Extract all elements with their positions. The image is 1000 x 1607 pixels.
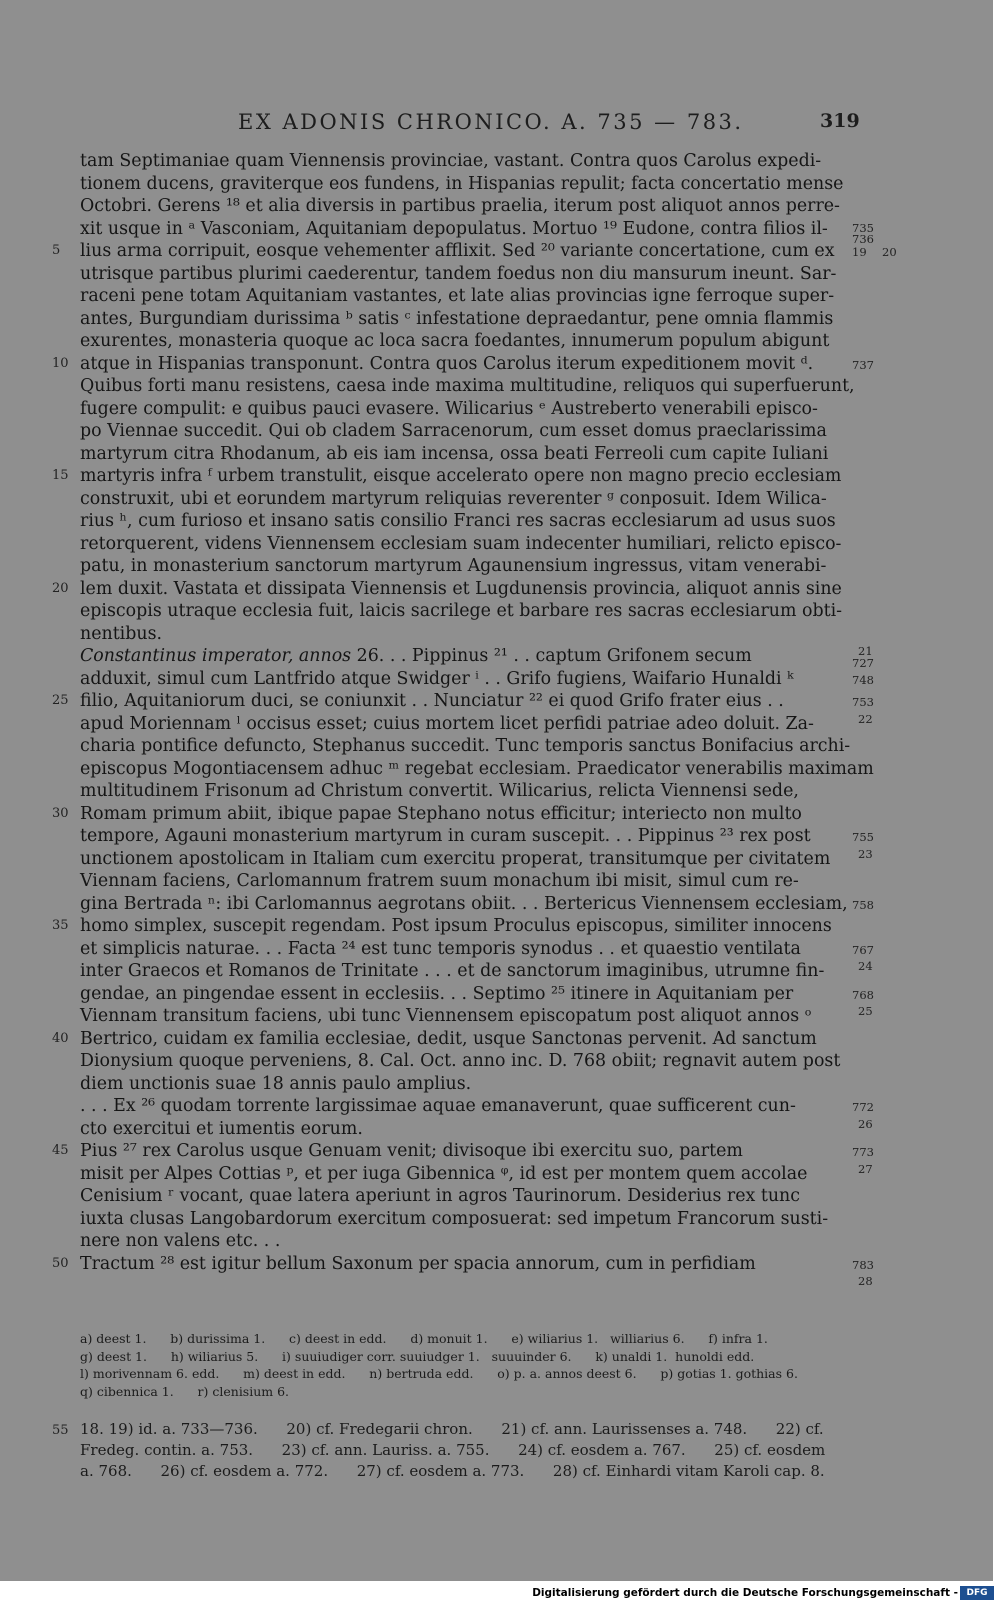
text-line: Romam primum abiit, ibique papae Stephano notus efficitur; interiecto non multo <box>80 803 802 824</box>
margin-year: 767 <box>852 942 874 957</box>
margin-year: 783 <box>852 1257 874 1272</box>
page-header <box>0 110 993 140</box>
line-number: 30 <box>52 805 69 821</box>
digitization-footer <box>0 1581 1000 1607</box>
margin-year: 758 <box>852 897 874 912</box>
text-line: diem unctionis suae 18 annis paulo amplius. <box>80 1073 472 1094</box>
margin-note-ref: 27 <box>858 1161 873 1176</box>
line-number: 25 <box>52 693 69 708</box>
margin-year: 772 <box>852 1100 874 1114</box>
margin-year: 735 <box>852 220 874 235</box>
text-line: misit per Alpes Cottias ᵖ, et per iuga Gibennica ᵠ, id est per montem quem accolae <box>80 1163 808 1184</box>
page-number: 319 <box>820 110 860 132</box>
margin-year: 748 <box>852 672 874 687</box>
critical-note-line: a) deest 1. b) durissima 1. c) deest in edd. d) monuit 1. e) wiliarius 1. williarius 6. f) infra 1. <box>80 1331 768 1346</box>
text-line: Cenisium ʳ vocant, quae latera aperiunt in agros Taurinorum. Desiderius rex tunc <box>80 1186 800 1206</box>
text-line: fugere compulit: e quibus pauci evasere. Wilicarius ᵉ Austreberto venerabili episco- <box>80 398 818 419</box>
text-line: Bertrico, cuidam ex familia ecclesiae, dedit, usque Sanctonas pervenit. Ad sanctum <box>80 1028 817 1049</box>
text-line: Pius ²⁷ rex Carolus usque Genuam venit; divisoque ibi exercitu suo, partem <box>80 1141 743 1161</box>
source-note-line: Fredeg. contin. a. 753. 23) cf. ann. Lauriss. a. 755. 24) cf. eosdem a. 767. 25) cf. eosdem <box>80 1441 826 1459</box>
text-line: episcopus Mogontiacensem adhuc ᵐ regebat ecclesiam. Praedicator venerabilis maximam <box>80 758 874 779</box>
text-line: iuxta clusas Langobardorum exercitum composuerat: sed impetum Francorum susti- <box>80 1208 829 1229</box>
running-head: EX ADONIS CHRONICO. A. 735 — 783. <box>238 110 744 134</box>
text-line: xit usque in ᵃ Vasconiam, Aquitaniam depopulatus. Mortuo ¹⁹ Eudone, contra filios il- <box>80 218 828 239</box>
funding-notice: Digitalisierung gefördert durch die Deutsche Forschungsgemeinschaft - <box>532 1587 958 1599</box>
text-line: et simplicis naturae. . . Facta ²⁴ est tunc temporis synodus . . et quaestio ventilata <box>80 938 801 959</box>
text-line: raceni pene totam Aquitaniam vastantes, et late alias provincias igne ferroque super- <box>80 286 835 306</box>
text-line: retorquerent, videns Viennensem ecclesiam suam indecenter humiliari, relicto episco- <box>80 533 842 554</box>
text-line: Viennam transitum faciens, ubi tunc Viennensem episcopatum post aliquot annos ᵒ <box>80 1006 812 1026</box>
text-line: adduxit, simul cum Lantfrido atque Swidger ⁱ . . Grifo fugiens, Waifario Hunaldi ᵏ <box>80 668 794 689</box>
line-number: 50 <box>52 1255 69 1271</box>
text-line: . . . Ex ²⁶ quodam torrente largissimae aquae emanaverunt, quae sufficerent cun- <box>80 1096 796 1116</box>
text-line: nere non valens etc. . . <box>80 1231 281 1251</box>
margin-note-ref: 20 <box>882 245 897 259</box>
margin-year: 19 <box>852 245 867 259</box>
text-line: Constantinus imperator, annos 26. . . Pippinus ²¹ . . captum Grifonem secum <box>80 646 752 666</box>
text-line: episcopis utraque ecclesia fuit, laicis sacrilege et barbare res sacras ecclesiarum obti- <box>80 601 843 621</box>
text-line: rius ʰ, cum furioso et insano satis consilio Franci res sacras ecclesiarum ad usus suos <box>80 511 836 531</box>
margin-year: 753 <box>852 695 874 709</box>
text-line: gina Bertrada ⁿ: ibi Carlomannus aegrotans obiit. . . Bertericus Viennensem ecclesiam, <box>80 893 848 914</box>
line-number: 20 <box>52 580 69 596</box>
critical-note-line: l) morivennam 6. edd. m) deest in edd. n) bertruda edd. o) p. a. annos deest 6. p) gotias 1. gothias 6. <box>80 1366 798 1381</box>
text-line: martyris infra ᶠ urbem transtulit, eisque accelerato opere non magno precio ecclesiam <box>80 466 842 486</box>
dfg-logo: DFG <box>960 1586 994 1600</box>
line-number: 5 <box>52 243 61 258</box>
text-line: utrisque partibus plurimi caederentur, tandem foedus non diu mansurum ineunt. Sar- <box>80 263 837 284</box>
margin-note-ref: 23 <box>858 846 873 861</box>
line-number: 35 <box>52 918 69 933</box>
margin-note-ref: 24 <box>858 959 873 973</box>
text-line: gendae, an pingendae essent in ecclesiis. . . Septimo ²⁵ itinere in Aquitaniam per <box>80 983 794 1004</box>
text-line: charia pontifice defuncto, Stephanus succedit. Tunc temporis sanctus Bonifacius archi- <box>80 736 851 756</box>
line-number: 55 <box>52 1423 69 1438</box>
critical-note-line: g) deest 1. h) wiliarius 5. i) suuiudiger corr. suuiudger 1. suuuinder 6. k) unaldi 1. hunoldi edd. <box>80 1348 755 1364</box>
margin-note-ref: 25 <box>858 1004 873 1018</box>
text-line: filio, Aquitaniorum duci, se coniunxit . . Nunciatur ²² ei quod Grifo frater eius . . <box>80 691 784 711</box>
margin-year: 768 <box>852 987 874 1002</box>
text-line: tempore, Agauni monasterium martyrum in curam suscepit. . . Pippinus ²³ rex post <box>80 826 811 846</box>
text-line: apud Moriennam ˡ occisus esset; cuius mortem licet perfidi patriae adeo doluit. Za- <box>80 713 814 734</box>
critical-note-line: q) cibennica 1. r) clenisium 6. <box>80 1383 290 1399</box>
margin-year: 773 <box>852 1145 874 1159</box>
text-line: construxit, ubi et eorundem martyrum reliquias reverenter ᵍ conposuit. Idem Wilica- <box>80 488 827 509</box>
text-line: exurentes, monasteria quoque ac loca sacra foedantes, innumerum populum abigunt <box>80 331 830 351</box>
margin-year: 736 <box>852 231 874 246</box>
text-line: nentibus. <box>80 623 163 644</box>
margin-year: 755 <box>852 830 874 844</box>
margin-note-ref: 21 <box>858 644 873 658</box>
text-line: cto exercitui et iumentis eorum. <box>80 1118 363 1139</box>
source-note-line: a. 768. 26) cf. eosdem a. 772. 27) cf. eosdem a. 773. 28) cf. Einhardi vitam Karoli cap. 8. <box>80 1462 825 1480</box>
text-line: homo simplex, suscepit regendam. Post ipsum Proculus episcopus, similiter innocens <box>80 916 832 936</box>
source-note-line: 18. 19) id. a. 733—736. 20) cf. Fredegarii chron. 21) cf. ann. Laurissenses a. 748. 22) cf. <box>80 1420 824 1438</box>
line-number: 40 <box>52 1030 69 1046</box>
line-number: 45 <box>52 1143 69 1158</box>
text-line: patu, in monasterium sanctorum martyrum Agaunensium ingressus, vitam venerabi- <box>80 556 827 576</box>
margin-year: 737 <box>852 357 874 372</box>
text-line: Octobri. Gerens ¹⁸ et alia diversis in partibus praelia, iterum post aliquot annos perre- <box>80 196 840 216</box>
text-line: Quibus forti manu resistens, caesa inde maxima multitudine, reliquos qui superfuerunt, <box>80 376 855 396</box>
text-line: Tractum ²⁸ est igitur bellum Saxonum per spacia annorum, cum in perfidiam <box>80 1253 756 1274</box>
text-line: po Viennae succedit. Qui ob cladem Sarracenorum, cum esset domus praeclarissima <box>80 421 827 441</box>
margin-note-ref: 22 <box>858 711 873 726</box>
text-line: Dionysium quoque perveniens, 8. Cal. Oct. anno inc. D. 768 obiit; regnavit autem post <box>80 1051 841 1071</box>
text-line: tam Septimaniae quam Viennensis provinciae, vastant. Contra quos Carolus expedi- <box>80 151 822 171</box>
line-number: 10 <box>52 355 69 371</box>
text-line: martyrum citra Rhodanum, ab eis iam incensa, ossa beati Ferreoli cum capite Iuliani <box>80 443 829 464</box>
text-line: multitudinem Frisonum ad Christum convertit. Wilicarius, relicta Viennensi sede, <box>80 781 799 801</box>
margin-year: 727 <box>852 656 874 670</box>
text-line: Viennam faciens, Carlomannum fratrem suum monachum ibi misit, simul cum re- <box>80 871 799 891</box>
text-line: tionem ducens, graviterque eos fundens, in Hispanias repulit; facta concertatio mense <box>80 173 844 194</box>
text-line: lem duxit. Vastata et dissipata Viennensis et Lugdunensis provincia, aliquot annis sine <box>80 578 842 599</box>
margin-note-ref: 28 <box>858 1274 873 1288</box>
italic-phrase: Constantinus imperator, annos <box>80 646 352 666</box>
line-number: 15 <box>52 468 69 483</box>
text-line: unctionem apostolicam in Italiam cum exercitu properat, transitumque per civitatem <box>80 848 831 869</box>
text-line: atque in Hispanias transponunt. Contra quos Carolus iterum expeditionem movit ᵈ. <box>80 353 814 374</box>
margin-note-ref: 26 <box>858 1116 873 1131</box>
text-line: lius arma corripuit, eosque vehementer afflixit. Sed ²⁰ variante concertatione, cum ex <box>80 241 835 261</box>
text-line: antes, Burgundiam durissima ᵇ satis ᶜ infestatione depraedantur, pene omnia flammis <box>80 308 834 329</box>
text-line: inter Graecos et Romanos de Trinitate . . . et de sanctorum imaginibus, utrumne fin- <box>80 961 825 981</box>
